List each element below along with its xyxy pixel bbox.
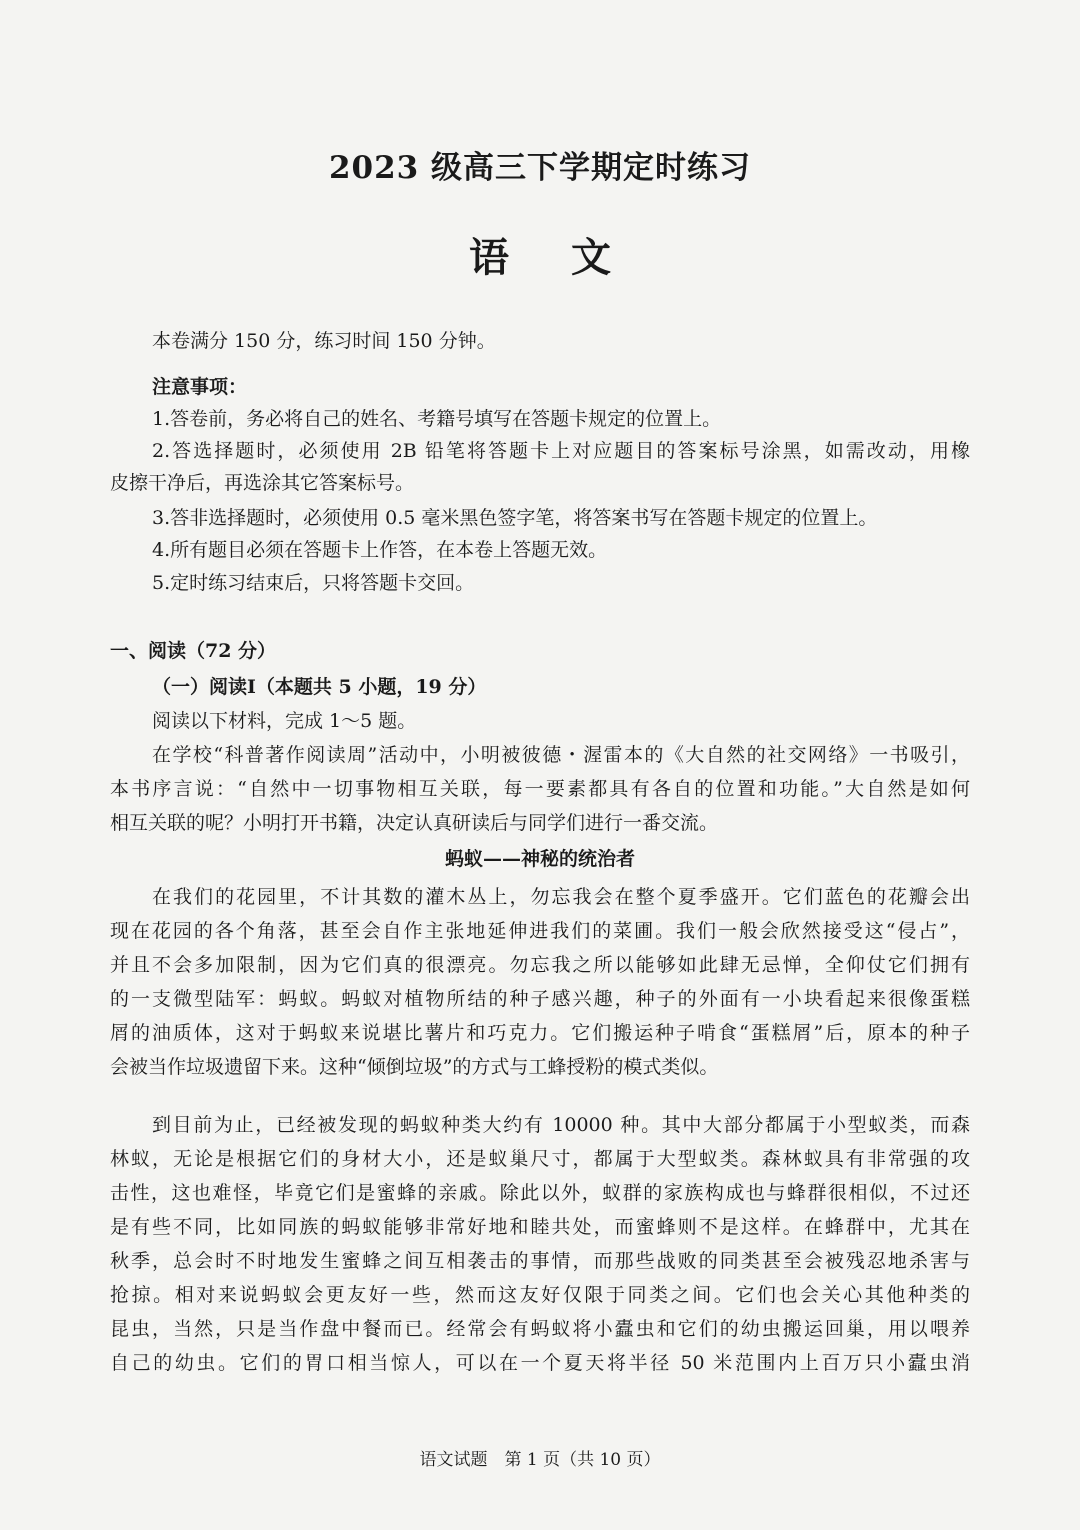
lead-line-2: 本书序言说：“自然中一切事物相互关联，每一要素都具有各自的位置和功能。”大自然是如何 bbox=[110, 778, 970, 800]
para1-line-4: 的一支微型陆军：蚂蚁。蚂蚁对植物所结的种子感兴趣，种子的外面有一小块看起来很像蛋糕 bbox=[110, 988, 970, 1010]
subject-char-1: 语 bbox=[469, 234, 509, 281]
lead-line-3: 相互关联的呢？小明打开书籍，决定认真研读后与同学们进行一番交流。 bbox=[110, 812, 719, 834]
score-time-note: 本卷满分 150 分，练习时间 150 分钟。 bbox=[152, 330, 496, 352]
notice-item-2-cont: 皮擦干净后，再选涂其它答案标号。 bbox=[110, 472, 415, 494]
notice-item-4: 4.所有题目必须在答题卡上作答，在本卷上答题无效。 bbox=[152, 539, 608, 561]
notice-item-1: 1.答卷前，务必将自己的姓名、考籍号填写在答题卡规定的位置上。 bbox=[152, 408, 722, 430]
reading-instruction: 阅读以下材料，完成 1～5 题。 bbox=[152, 710, 417, 732]
sub-section-heading: （一）阅读Ⅰ（本题共 5 小题，19 分） bbox=[152, 676, 487, 698]
para2-line-2: 林蚁，无论是根据它们的身材大小，还是蚁巢尺寸，都属于大型蚁类。森林蚁具有非常强的攻 bbox=[110, 1148, 970, 1170]
subject-char-2: 文 bbox=[571, 234, 611, 281]
para2-line-3: 击性，这也难怪，毕竟它们是蜜蜂的亲戚。除此以外，蚁群的家族构成也与蜂群很相似，不过还 bbox=[110, 1182, 970, 1204]
subject-title bbox=[0, 230, 1080, 286]
notice-item-2: 2.答选择题时，必须使用 2B 铅笔将答题卡上对应题目的答案标号涂黑，如需改动，用橡 bbox=[152, 440, 970, 462]
lead-line-1: 在学校“科普著作阅读周”活动中，小明被彼德・渥雷本的《大自然的社交网络》一书吸引， bbox=[152, 744, 970, 766]
para1-line-2: 现在花园的各个角落，甚至会自作主张地延伸进我们的菜圃。我们一般会欣然接受这“侵占”， bbox=[110, 920, 970, 942]
para2-line-6: 抢掠。相对来说蚂蚁会更友好一些，然而这友好仅限于同类之间。它们也会关心其他种类的 bbox=[110, 1284, 970, 1306]
notice-item-3: 3.答非选择题时，必须使用 0.5 毫米黑色签字笔，将答案书写在答题卡规定的位置上。 bbox=[152, 507, 878, 529]
section-heading: 一、阅读（72 分） bbox=[110, 640, 277, 662]
para2-line-1: 到目前为止，已经被发现的蚂蚁种类大约有 10000 种。其中大部分都属于小型蚁类，而森 bbox=[152, 1114, 970, 1136]
para1-line-5: 屑的油质体，这对于蚂蚁来说堪比薯片和巧克力。它们搬运种子啃食“蛋糕屑”后，原本的种子 bbox=[110, 1022, 970, 1044]
notice-heading: 注意事项： bbox=[152, 376, 248, 398]
para2-line-7: 昆虫，当然，只是当作盘中餐而已。经常会有蚂蚁将小蠹虫和它们的幼虫搬运回巢，用以喂养 bbox=[110, 1318, 970, 1340]
para1-line-1: 在我们的花园里，不计其数的灌木丛上，勿忘我会在整个夏季盛开。它们蓝色的花瓣会出 bbox=[152, 886, 970, 908]
para1-line-3: 并且不会多加限制，因为它们真的很漂亮。勿忘我之所以能够如此肆无忌惮，全仰仗它们拥有 bbox=[110, 954, 970, 976]
exam-title: 2023 级高三下学期定时练习 bbox=[328, 150, 752, 186]
para2-line-4: 是有些不同，比如同族的蚂蚁能够非常好地和睦共处，而蜜蜂则不是这样。在蜂群中，尤其在 bbox=[110, 1216, 970, 1238]
article-title: 蚂蚁——神秘的统治者 bbox=[444, 848, 635, 870]
page-footer: 语文试题 第 1 页（共 10 页） bbox=[419, 1450, 661, 1470]
notice-item-5: 5.定时练习结束后，只将答题卡交回。 bbox=[152, 572, 475, 594]
para2-line-5: 秋季，总会时不时地发生蜜蜂之间互相袭击的事情，而那些战败的同类甚至会被残忍地杀害与 bbox=[110, 1250, 970, 1272]
para2-line-8: 自己的幼虫。它们的胃口相当惊人，可以在一个夏天将半径 50 米范围内上百万只小蠹虫消 bbox=[110, 1352, 970, 1374]
para1-line-6: 会被当作垃圾遗留下来。这种“倾倒垃圾”的方式与工蜂授粉的模式类似。 bbox=[110, 1056, 719, 1078]
